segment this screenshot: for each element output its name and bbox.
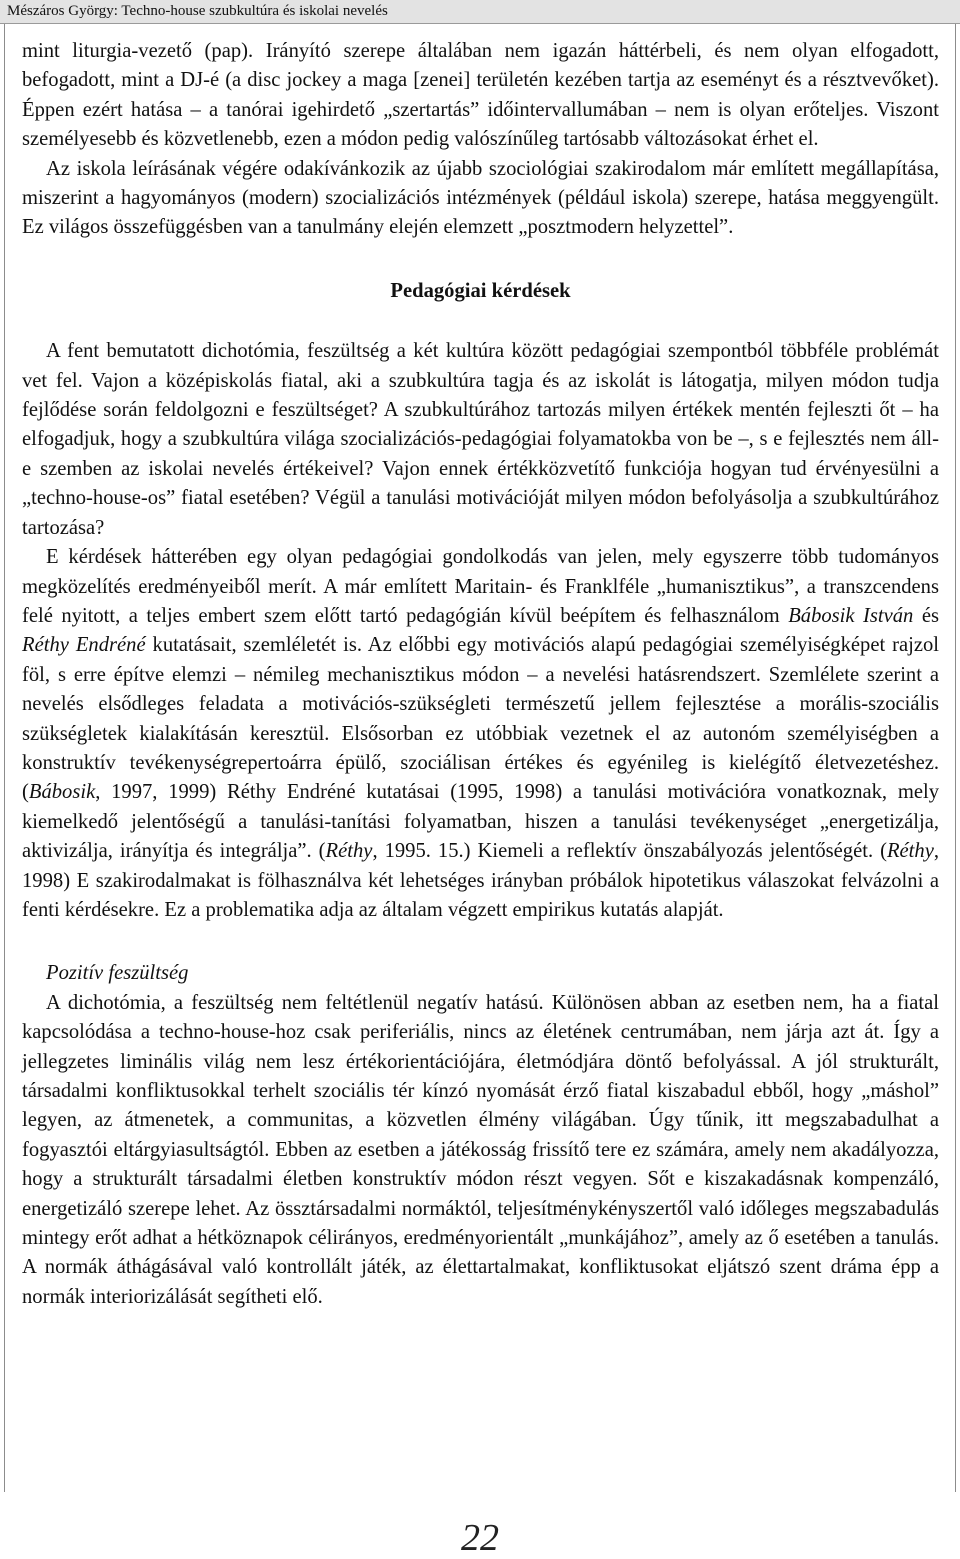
running-header (0, 0, 960, 24)
citation-author: Réthy (325, 840, 373, 863)
text-run: , 1995. 15.) Kiemeli a reflektív önszabályozás jelentőségét. ( (372, 840, 887, 863)
running-header-title: Mészáros György: Techno-house szubkultúra és iskolai nevelés (7, 3, 388, 19)
paragraph-positive-tension: A dichotómia, a feszültség nem feltétlenül negatív hatású. Különösen abban az esetben nem, ha a fiatal kapcsolódása a techno-house-hoz csak periferiális, nincs az életének centrumában, nem járja azt át. Így a jellegzetes liminális világ nem lesz értékorientációjára, életmódjára döntő befolyással. A jól strukturált, társadalmi konfliktusokkal terhelt szociális tér kínzó nyomását érző fiatal kiszabadul ebből, hogy „máshol” legyen, az átmenetek, a communitas, a közvetlen élmény világában. Úgy tűnik, itt megszabadulhat a fogyasztói eltárgyiasultságtól. Ebben az esetben a játékosság frissítő tere ez számára, amely nem akadályozza, hogy a strukturált társadalmi életben konstruktív módon részt vegyen. Sőt e kiszakadásnak kompenzáló, energetizáló szerepe lehet. Az össztársadalmi normáktól, teljesítménykényszertől való időleges megszabadulás mintegy erőt adhat a hétköznapok célirányos, eredményorientált „munkájához”, amely az ő esetében a tanulás. A normák áthágásával való kontrollált játék, az élettartalmakat, konfliktusokat eljátszó szent dráma épp a normák interiorizálását segítheti elő. (22, 991, 939, 1308)
citation-author: Bábosik (28, 781, 96, 804)
left-margin-rule (4, 24, 5, 1492)
paragraph-pedagogical-questions: A fent bemutatott dichotómia, feszültség a két kultúra között pedagógiai szempontból többféle problémát vet fel. Vajon a középiskolás fiatal, aki a szubkultúra tagja és az iskolát is látogatja, milyen módon tudja fejlődése során feldolgozni e feszültséget? A szubkultúrához tartozás milyen értékek mentén fejleszti őt – ha elfogadjuk, hogy a szubkultúra világa szocializációs-pedagógiai folyamatokba von be –, s e fejlesztés nem áll-e szemben az iskolai nevelés értékeivel? Vajon ennek értékközvetítő funkciója hogyan tud érvényesülni a „techno-house-os” fiatal esetében? Végül a tanulási motivációját milyen módon befolyásolja a szubkultúrához tartozása? (22, 340, 939, 539)
text-run: , 1997, 1999) Réthy Endréné kutatásai (1995, 1998) a tanulási motivációra vonatkoznak, mely kiemelkedő jelentőségű a tanulási-tanítási folyamatban, hiszen a tanulási tevékenységet „energetizálja, aktivizálja, irányítja és integrálja”. ( (22, 781, 939, 863)
paragraph-school-description: Az iskola leírásának végére odakívánkozik az újabb szociológiai szakirodalom már említett megállapítása, miszerint a hagyományos (modern) szocializációs intézmények (például iskola) szerepe, hatása meggyengült. Ez világos összefüggésben van a tanulmány elején elemzett „posztmodern helyzettel”. (22, 157, 939, 239)
author-name-babosik: Bábosik István (788, 604, 914, 627)
text-run: E kérdések hátterében egy olyan pedagógiai gondolkodás van jelen, mely egyszerre több tudományos megközelítés eredményeiből merít. A már említett Maritain- és Franklféle „humanisztikus”, a transzcendens felé nyitott, a teljes embert szem előtt tartó pedagógián kívül beépítem és felhasználom (22, 546, 939, 627)
text-run: , 1998) E szakirodalmakat is fölhasználva két lehetséges irányban próbálok hipotetikus válaszokat felvázolni a fenti kérdésekre. Ez a problematika adja az általam végzett empirikus kutatás alapját. (22, 840, 939, 921)
text-run: és (913, 604, 939, 627)
author-name-rethy: Réthy Endréné (22, 634, 146, 657)
body-text (22, 37, 939, 1312)
text-run: kutatásait, szemléletét is. Az előbbi egy motivációs alapú pedagógiai személyiségképet rajzol föl, s erre építve elemzi – némileg mechanisztikus módon – a nevelési hatásrendszert. Szemlélete szerint a nevelés elsődleges feladata a motivációs-szükségleti természetű jellem fejlesztése a morális-szociális szükségletek kialakításán keresztül. Elsősorban ez utóbbiak vezetnek el az autonóm személyiségben a konstruktív tevékenységrepertoárra épülő, szociálisan értékes és egyénileg is kielégítő életvezetéshez. ( (22, 634, 939, 804)
section-heading: Pedagógiai kérdések (390, 279, 571, 302)
page-number: 22 (461, 1517, 499, 1559)
paragraph-continued: mint liturgia-vezető (pap). Irányító szerepe általában nem igazán háttérbeli, és nem olyan elfogadott, befogadott, mint a DJ-é (a disc jockey a maga [zenei] területén kezében tartja az eseményt és a résztvevőket). Éppen ezért hatása – a tanórai igehirdető „szertartás” időintervallumában – nem is olyan erőteljes. Viszont személyesebb és közvetlenebb, ezen a módon pedig valószínűleg tartósabb változásokat érhet el. (22, 40, 939, 151)
paragraph-background (22, 543, 939, 925)
subheading: Pozitív feszültség (46, 962, 189, 985)
citation-author: Réthy (886, 840, 934, 863)
right-margin-rule (955, 24, 956, 1492)
